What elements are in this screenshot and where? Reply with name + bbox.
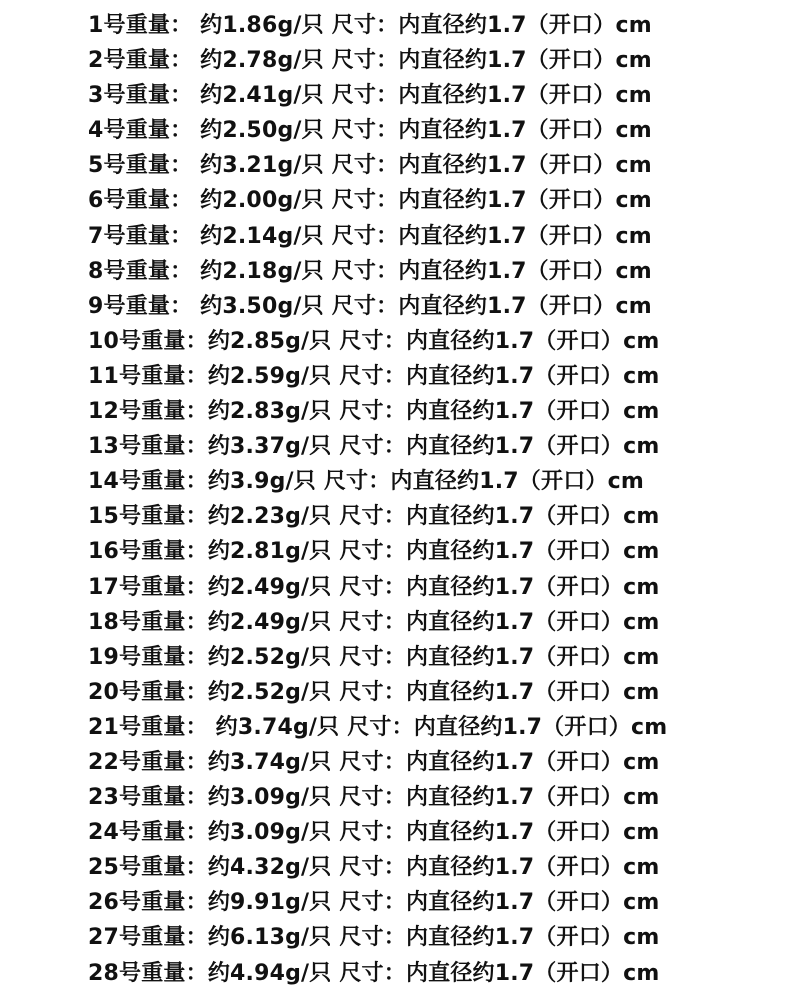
spec-row-10: 10号重量：约2.85g/只 尺寸：内直径约1.7（开口）cm	[88, 328, 660, 354]
spec-row-14: 14号重量：约3.9g/只 尺寸：内直径约1.7（开口）cm	[88, 469, 644, 495]
spec-row-12: 12号重量：约2.83g/只 尺寸：内直径约1.7（开口）cm	[88, 399, 660, 425]
spec-row-18: 18号重量：约2.49g/只 尺寸：内直径约1.7（开口）cm	[88, 609, 660, 635]
spec-row-13: 13号重量：约3.37g/只 尺寸：内直径约1.7（开口）cm	[88, 434, 660, 460]
spec-row-17: 17号重量：约2.49g/只 尺寸：内直径约1.7（开口）cm	[88, 574, 660, 600]
spec-row-28: 28号重量：约4.94g/只 尺寸：内直径约1.7（开口）cm	[88, 960, 660, 986]
spec-row-6: 6号重量： 约2.00g/只 尺寸：内直径约1.7（开口）cm	[88, 188, 652, 214]
spec-row-5: 5号重量： 约3.21g/只 尺寸：内直径约1.7（开口）cm	[88, 153, 652, 179]
spec-row-24: 24号重量：约3.09g/只 尺寸：内直径约1.7（开口）cm	[88, 820, 660, 846]
spec-row-8: 8号重量： 约2.18g/只 尺寸：内直径约1.7（开口）cm	[88, 258, 652, 284]
spec-row-11: 11号重量：约2.59g/只 尺寸：内直径约1.7（开口）cm	[88, 363, 660, 389]
spec-row-4: 4号重量： 约2.50g/只 尺寸：内直径约1.7（开口）cm	[88, 118, 652, 144]
spec-row-27: 27号重量：约6.13g/只 尺寸：内直径约1.7（开口）cm	[88, 925, 660, 951]
spec-row-25: 25号重量：约4.32g/只 尺寸：内直径约1.7（开口）cm	[88, 855, 660, 881]
spec-row-15: 15号重量：约2.23g/只 尺寸：内直径约1.7（开口）cm	[88, 504, 660, 530]
spec-row-2: 2号重量： 约2.78g/只 尺寸：内直径约1.7（开口）cm	[88, 48, 652, 74]
spec-row-22: 22号重量：约3.74g/只 尺寸：内直径约1.7（开口）cm	[88, 749, 660, 775]
spec-row-23: 23号重量：约3.09g/只 尺寸：内直径约1.7（开口）cm	[88, 785, 660, 811]
spec-list	[88, 8, 788, 991]
spec-row-26: 26号重量：约9.91g/只 尺寸：内直径约1.7（开口）cm	[88, 890, 660, 916]
spec-row-19: 19号重量：约2.52g/只 尺寸：内直径约1.7（开口）cm	[88, 644, 660, 670]
spec-row-16: 16号重量：约2.81g/只 尺寸：内直径约1.7（开口）cm	[88, 539, 660, 565]
spec-row-21: 21号重量： 约3.74g/只 尺寸：内直径约1.7（开口）cm	[88, 714, 668, 740]
spec-row-9: 9号重量： 约3.50g/只 尺寸：内直径约1.7（开口）cm	[88, 293, 652, 319]
spec-row-3: 3号重量： 约2.41g/只 尺寸：内直径约1.7（开口）cm	[88, 83, 652, 109]
spec-row-7: 7号重量： 约2.14g/只 尺寸：内直径约1.7（开口）cm	[88, 223, 652, 249]
spec-row-20: 20号重量：约2.52g/只 尺寸：内直径约1.7（开口）cm	[88, 679, 660, 705]
spec-row-1: 1号重量： 约1.86g/只 尺寸：内直径约1.7（开口）cm	[88, 13, 652, 38]
